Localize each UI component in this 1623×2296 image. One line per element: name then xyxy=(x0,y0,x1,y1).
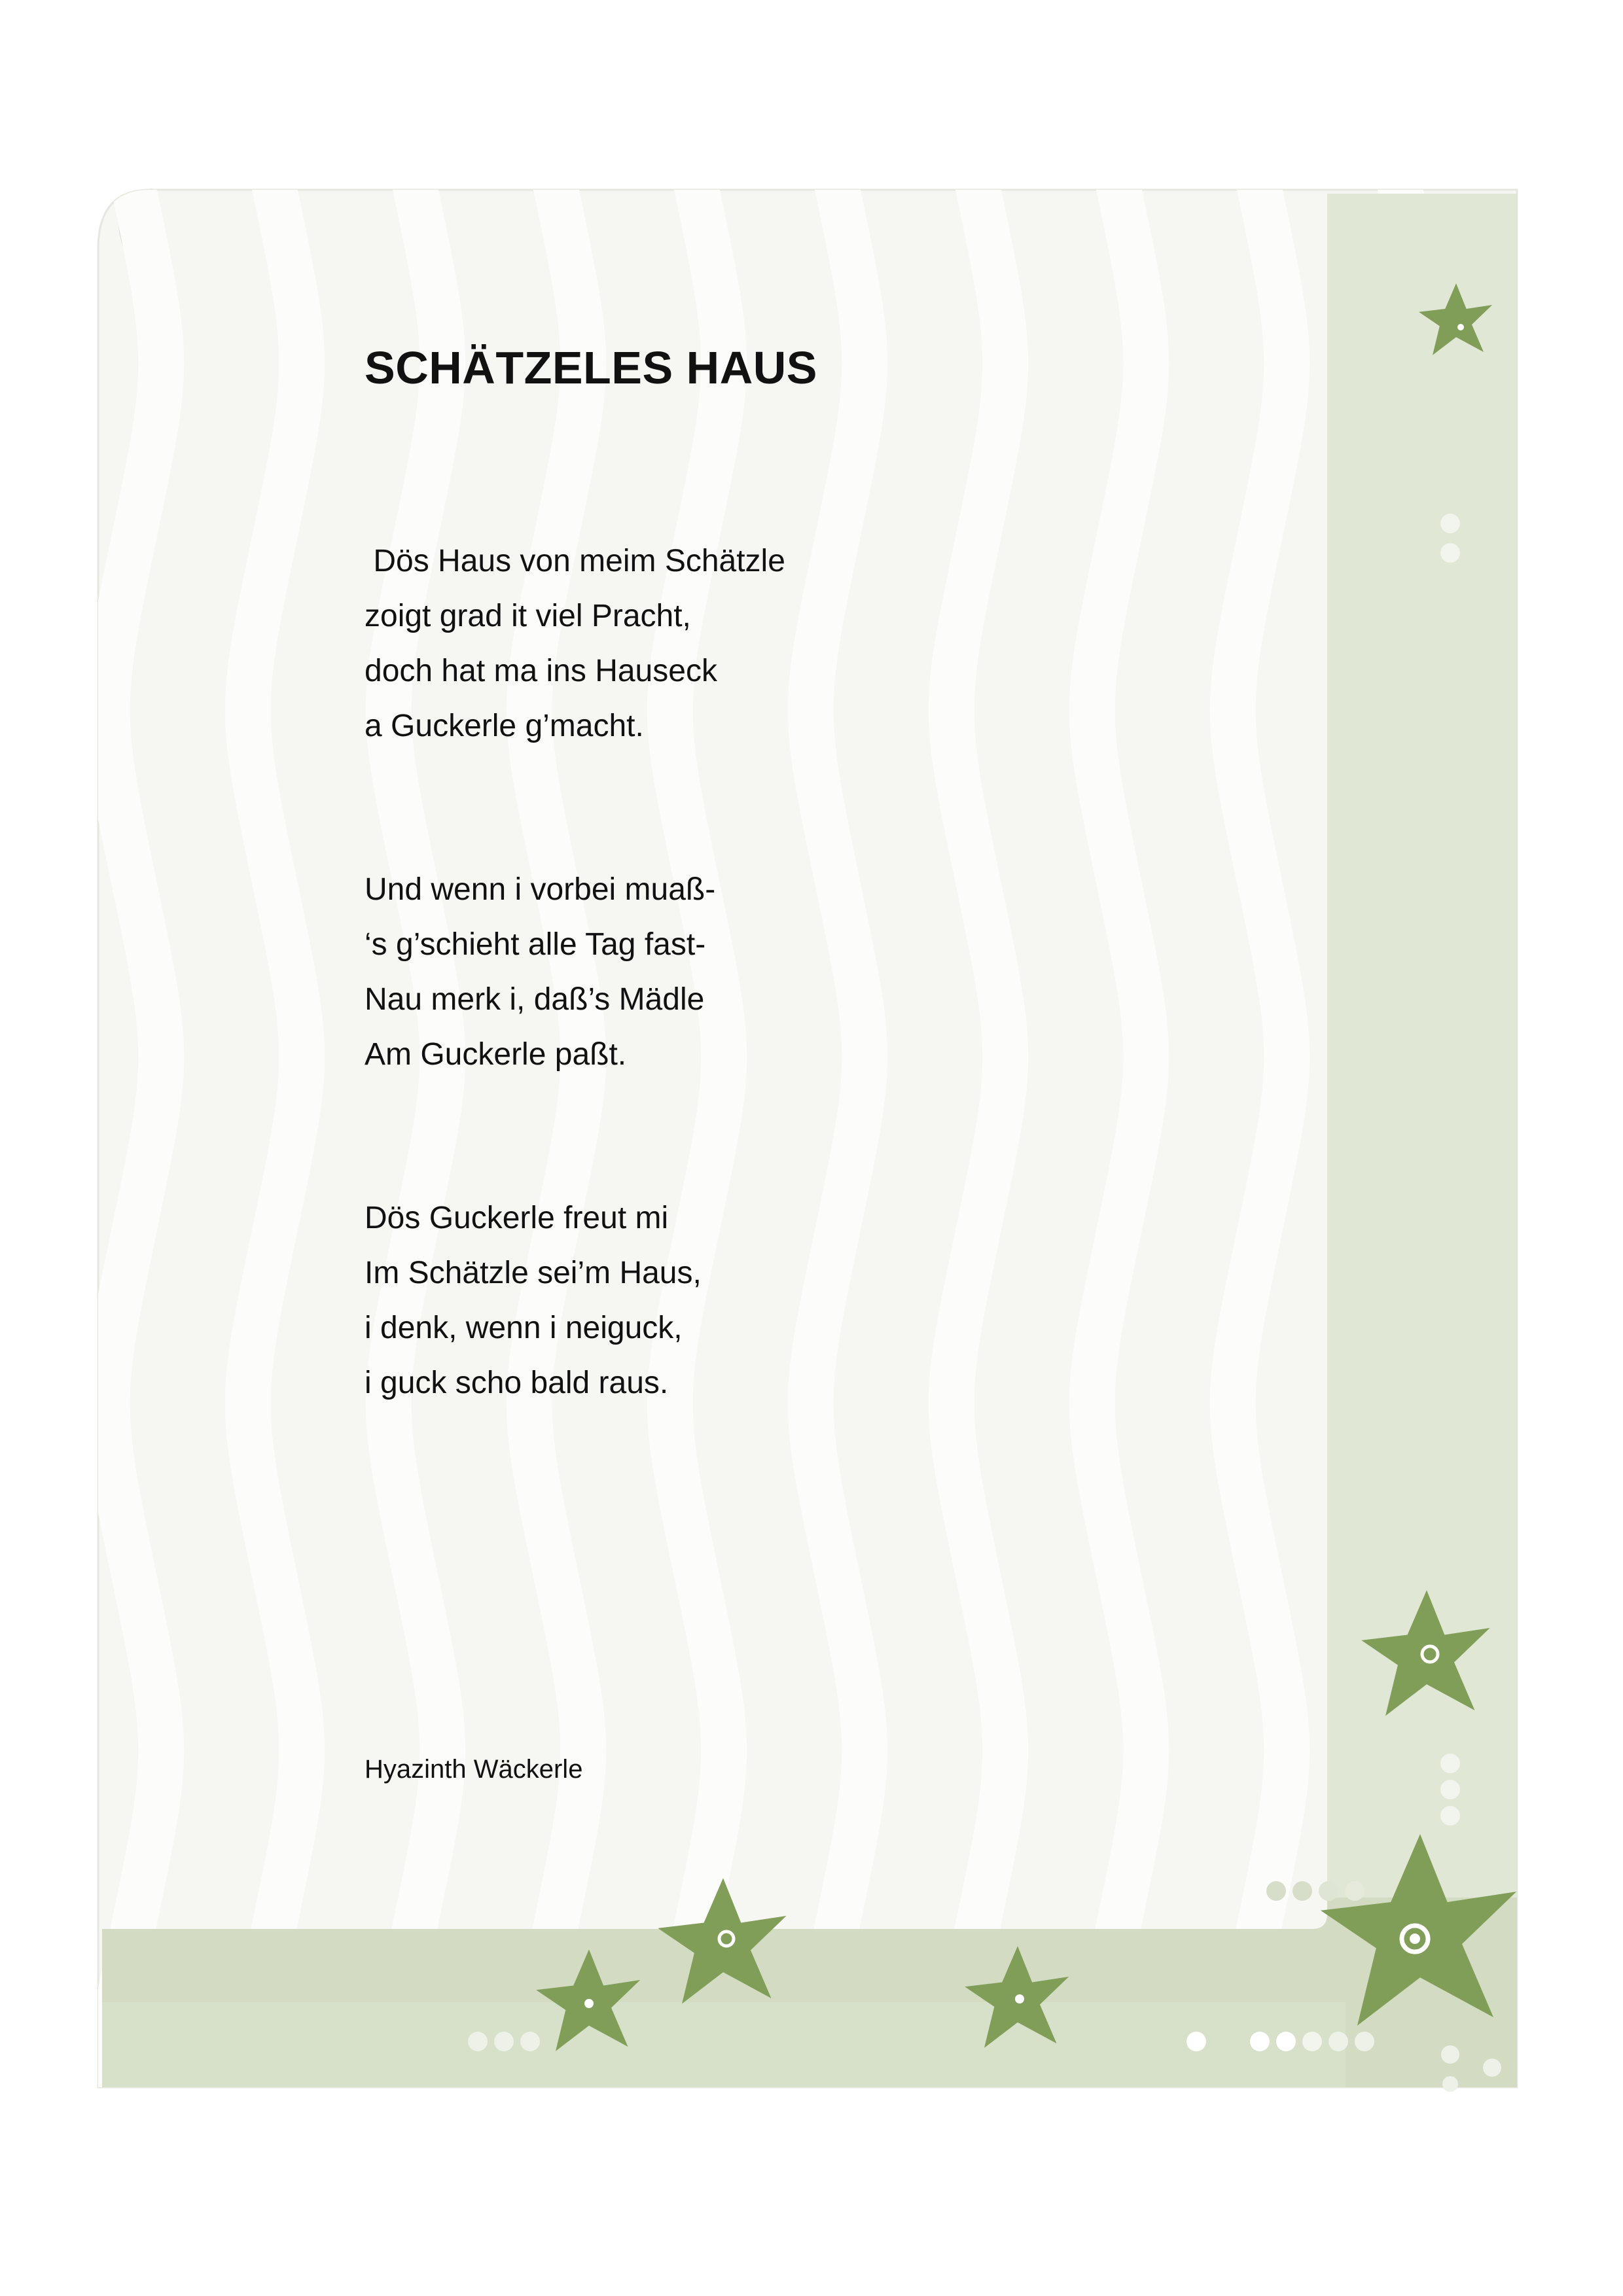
poem-line: i denk, wenn i neiguck, xyxy=(365,1311,683,1345)
dot-icon xyxy=(1345,1881,1364,1901)
dot-icon xyxy=(1440,1806,1460,1826)
dot-icon xyxy=(468,2032,488,2051)
poem-line: Dös Haus von meim Schätzle xyxy=(365,544,785,578)
poem-line: i guck scho bald raus. xyxy=(365,1366,669,1400)
dot-icon xyxy=(1483,2058,1501,2077)
dot-icon xyxy=(1440,1780,1460,1799)
stanza-2 xyxy=(365,862,715,1082)
dot-icon xyxy=(1329,2032,1348,2051)
wave-stripe xyxy=(647,0,747,190)
wave-stripe xyxy=(788,2270,888,2296)
wave-stripe xyxy=(366,0,466,190)
wave-stripe xyxy=(1491,0,1592,190)
stanza-1 xyxy=(365,534,785,754)
dot-icon xyxy=(1276,2032,1296,2051)
wave-stripe xyxy=(507,2270,607,2296)
side-band xyxy=(1327,194,1517,2087)
wave-stripe xyxy=(507,0,607,190)
dot-icon xyxy=(1440,543,1460,563)
dot-icon xyxy=(1250,2032,1270,2051)
wave-stripe xyxy=(1351,2270,1451,2296)
poem-line: Und wenn i vorbei muaß- xyxy=(365,872,716,907)
wave-stripe xyxy=(929,2270,1029,2296)
poem-line: Am Guckerle paßt. xyxy=(365,1037,627,1072)
stanza-3 xyxy=(365,1191,702,1411)
wave-stripe xyxy=(1210,0,1310,190)
poem-author: Hyazinth Wäckerle xyxy=(365,1755,583,1784)
wave-stripe xyxy=(366,2270,466,2296)
poem-line: Im Schätzle sei’m Haus, xyxy=(365,1256,702,1290)
dot-icon xyxy=(1355,2032,1374,2051)
wave-stripe xyxy=(84,2270,185,2296)
wave-stripe xyxy=(647,2270,747,2296)
wave-stripe xyxy=(84,0,185,190)
dot-icon xyxy=(494,2032,514,2051)
poem-line: Dös Guckerle freut mi xyxy=(365,1201,669,1235)
dot-icon xyxy=(1442,2076,1458,2092)
dot-icon xyxy=(1441,2045,1459,2064)
wave-stripe xyxy=(1491,2270,1592,2296)
wave-stripe xyxy=(225,2270,325,2296)
wave-stripe xyxy=(1069,0,1169,190)
poem-line: zoigt grad it viel Pracht, xyxy=(365,599,691,633)
dot-icon xyxy=(520,2032,540,2051)
dot-icon xyxy=(1266,1881,1286,1901)
wave-stripe xyxy=(1210,2270,1310,2296)
wave-stripe xyxy=(929,0,1029,190)
wave-stripe xyxy=(225,0,325,190)
dot-icon xyxy=(1440,1754,1460,1773)
dot-icon xyxy=(1293,1881,1312,1901)
poem-line: doch hat ma ins Hauseck xyxy=(365,654,717,688)
dot-icon xyxy=(1302,2032,1322,2051)
poem-line: ‘s g’schieht alle Tag fast- xyxy=(365,927,706,962)
dot-icon xyxy=(1319,1881,1338,1901)
poem-line: Nau merk i, daß’s Mädle xyxy=(365,982,705,1017)
poem-title: SCHÄTZELES HAUS xyxy=(365,342,817,393)
wave-stripe xyxy=(788,0,888,190)
wave-stripe xyxy=(1069,2270,1169,2296)
poem-line: a Guckerle g’macht. xyxy=(365,709,644,743)
dot-icon xyxy=(1186,2032,1206,2051)
dot-icon xyxy=(1440,514,1460,533)
wave-stripe xyxy=(1351,0,1451,190)
